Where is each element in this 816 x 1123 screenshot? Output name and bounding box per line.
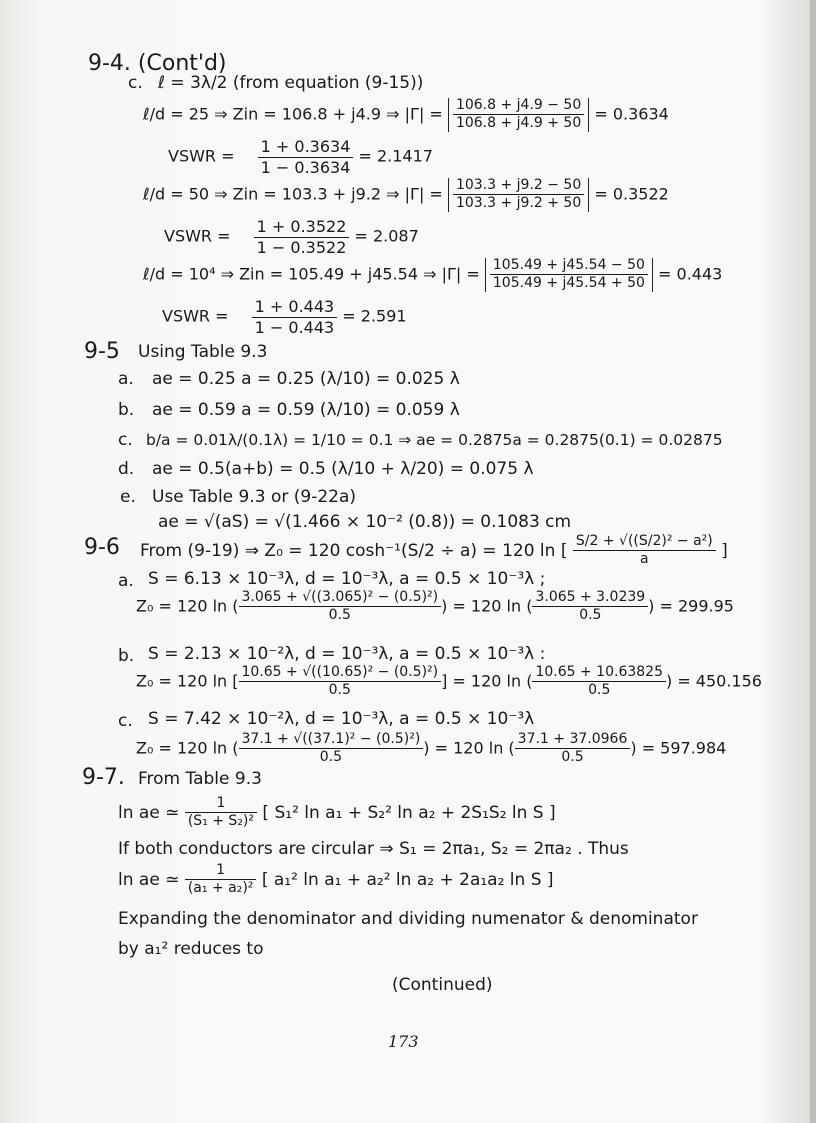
text-line-3: Expanding the denominator and dividing numenator & denominator: [118, 909, 698, 929]
part-b-label-96: b.: [118, 646, 135, 666]
c-z0-num2: 37.1 + 37.0966: [515, 732, 631, 749]
vswr-1-lhs: VSWR =: [168, 146, 235, 166]
b-z0-lhs: Z₀ = 120 ln [: [136, 671, 239, 691]
gamma-1-lhs: ℓ/d = 25 ⇒ Zin = 106.8 + j4.9 ⇒ |Γ| =: [143, 104, 443, 124]
formula-2: [118, 863, 554, 897]
part-b-label: b.: [118, 400, 135, 420]
part-d-text: ae = 0.5(a+b) = 0.5 (λ/10 + λ/20) = 0.075 λ: [152, 459, 534, 479]
part-c-text-95: b/a = 0.01λ/(0.1λ) = 1/10 = 0.1 ⇒ ae = 0.2875a = 0.2875(0.1) = 0.02875: [146, 431, 723, 449]
part-c-z0: [136, 732, 726, 766]
gamma-3-abs: [485, 258, 653, 292]
f1-num: 1: [185, 796, 257, 813]
part-c-text: ℓ = 3λ/2 (from equation (9-15)): [158, 73, 424, 93]
gamma-3-den: 105.49 + j45.54 + 50: [492, 275, 645, 292]
problem-9-5-heading: 9-5: [84, 339, 120, 364]
gamma-3-result: = 0.443: [658, 264, 723, 284]
problem-9-7-heading: 9-7.: [82, 765, 125, 790]
formula-1: [118, 796, 556, 830]
a-z0-num2: 3.065 + 3.0239: [532, 590, 648, 607]
part-b-text: ae = 0.59 a = 0.59 (λ/10) = 0.059 λ: [152, 400, 460, 420]
problem-9-7-intro: From Table 9.3: [138, 769, 262, 789]
part-a-label: a.: [118, 369, 134, 389]
vswr-1-den: 1 − 0.3634: [260, 157, 351, 177]
page-number: 173: [388, 1032, 419, 1051]
part-a-label-96: a.: [118, 571, 134, 591]
gamma-1-num: 106.8 + j4.9 − 50: [453, 98, 584, 115]
part-e-text: Use Table 9.3 or (9-22a): [152, 487, 357, 507]
b-z0-den1: 0.5: [328, 682, 351, 699]
a-z0-mid: ) = 120 ln (: [441, 596, 533, 616]
part-e-label: e.: [120, 487, 136, 507]
vswr-3-num: 1 + 0.443: [252, 298, 338, 318]
vswr-2-den: 1 − 0.3522: [256, 237, 347, 257]
c-z0-lhs: Z₀ = 120 ln (: [136, 738, 239, 758]
vswr-2-num: 1 + 0.3522: [254, 218, 350, 238]
vswr-2-lhs: VSWR =: [164, 226, 231, 246]
f2-den: (a₁ + a₂)²: [187, 880, 254, 897]
vswr-row-3: [162, 298, 407, 336]
part-a-params: S = 6.13 × 10⁻³λ, d = 10⁻³λ, a = 0.5 × 10⁻³λ ;: [148, 569, 546, 589]
part-c-label-95: c.: [118, 430, 133, 450]
c-z0-num1: 37.1 + √((37.1)² − (0.5)²): [239, 732, 424, 749]
part-c-params: S = 7.42 × 10⁻²λ, d = 10⁻³λ, a = 0.5 × 10⁻³λ: [148, 709, 535, 729]
vswr-1-result: = 2.1417: [358, 146, 433, 166]
gamma-row-3: [143, 258, 722, 292]
gamma-1-abs: [448, 98, 589, 132]
b-z0-num2: 10.65 + 10.63825: [532, 665, 666, 682]
part-d-label: d.: [118, 459, 135, 479]
a-z0-result: ) = 299.95: [648, 596, 734, 616]
part-b-z0: [136, 665, 762, 699]
f2-num: 1: [185, 863, 257, 880]
vswr-3-lhs: VSWR =: [162, 306, 229, 326]
text-line-2: If both conductors are circular ⇒ S₁ = 2πa₁, S₂ = 2πa₂ . Thus: [118, 839, 629, 859]
part-c-label-96: c.: [118, 711, 133, 731]
part-b-params: S = 2.13 × 10⁻²λ, d = 10⁻³λ, a = 0.5 × 10⁻³λ :: [148, 644, 546, 664]
text-line-4: by a₁² reduces to: [118, 939, 264, 959]
part-e-formula: ae = √(aS) = √(1.466 × 10⁻² (0.8)) = 0.1083 cm: [158, 512, 572, 532]
vswr-row-1: [168, 138, 433, 176]
part-a-z0: [136, 590, 734, 624]
problem-9-5-intro: Using Table 9.3: [138, 342, 268, 362]
continued-note: (Continued): [392, 975, 493, 995]
vswr-1-num: 1 + 0.3634: [258, 138, 354, 158]
gamma-2-den: 103.3 + j9.2 + 50: [455, 195, 582, 212]
gamma-2-num: 103.3 + j9.2 − 50: [453, 178, 584, 195]
gamma-2-abs: [448, 178, 589, 212]
f2-rhs: [ a₁² ln a₁ + a₂² ln a₂ + 2a₁a₂ ln S ]: [261, 869, 554, 890]
part-c-label: c.: [128, 73, 143, 93]
gamma-row-1: [143, 98, 669, 132]
b-z0-result: ) = 450.156: [665, 671, 762, 691]
c-z0-den2: 0.5: [561, 749, 584, 766]
gamma-1-result: = 0.3634: [594, 104, 669, 124]
vswr-row-2: [164, 218, 419, 256]
b-z0-num1: 10.65 + √((10.65)² − (0.5)²): [239, 665, 442, 682]
c-z0-result: ) = 597.984: [630, 738, 727, 758]
b-z0-den2: 0.5: [588, 682, 611, 699]
a-z0-den1: 0.5: [328, 607, 351, 624]
f1-den: (S₁ + S₂)²: [187, 813, 255, 830]
gamma-2-result: = 0.3522: [594, 184, 669, 204]
gamma-2-lhs: ℓ/d = 50 ⇒ Zin = 103.3 + j9.2 ⇒ |Γ| =: [143, 184, 443, 204]
intro-close: ]: [721, 540, 728, 561]
gamma-row-2: [143, 178, 669, 212]
part-a-text: ae = 0.25 a = 0.25 (λ/10) = 0.025 λ: [152, 369, 460, 389]
gamma-3-num: 105.49 + j45.54 − 50: [490, 258, 648, 275]
b-z0-mid: ] = 120 ln (: [441, 671, 533, 691]
vswr-3-result: = 2.591: [342, 306, 407, 326]
a-z0-lhs: Z₀ = 120 ln (: [136, 596, 239, 616]
c-z0-mid: ) = 120 ln (: [423, 738, 515, 758]
vswr-2-result: = 2.087: [354, 226, 419, 246]
problem-9-6-intro: [140, 534, 728, 568]
c-z0-den1: 0.5: [319, 749, 343, 766]
problem-9-6-heading: 9-6: [84, 535, 120, 560]
vswr-3-den: 1 − 0.443: [254, 317, 335, 337]
gamma-1-den: 106.8 + j4.9 + 50: [455, 115, 582, 132]
a-z0-num1: 3.065 + √((3.065)² − (0.5)²): [239, 590, 442, 607]
a-z0-den2: 0.5: [579, 607, 602, 624]
intro-num: S/2 + √((S/2)² − a²): [573, 534, 716, 551]
gamma-3-lhs: ℓ/d = 10⁴ ⇒ Zin = 105.49 + j45.54 ⇒ |Γ| =: [143, 264, 480, 284]
problem-9-4-heading: 9-4. (Cont'd): [88, 51, 227, 76]
f2-lhs: ln ae ≃: [118, 869, 180, 890]
intro-lhs: From (9-19) ⇒ Z₀ = 120 cosh⁻¹(S/2 ÷ a) = 120 ln [: [140, 540, 568, 561]
f1-lhs: ln ae ≃: [118, 802, 180, 823]
intro-den: a: [640, 551, 649, 568]
f1-rhs: [ S₁² ln a₁ + S₂² ln a₂ + 2S₁S₂ ln S ]: [262, 802, 556, 823]
